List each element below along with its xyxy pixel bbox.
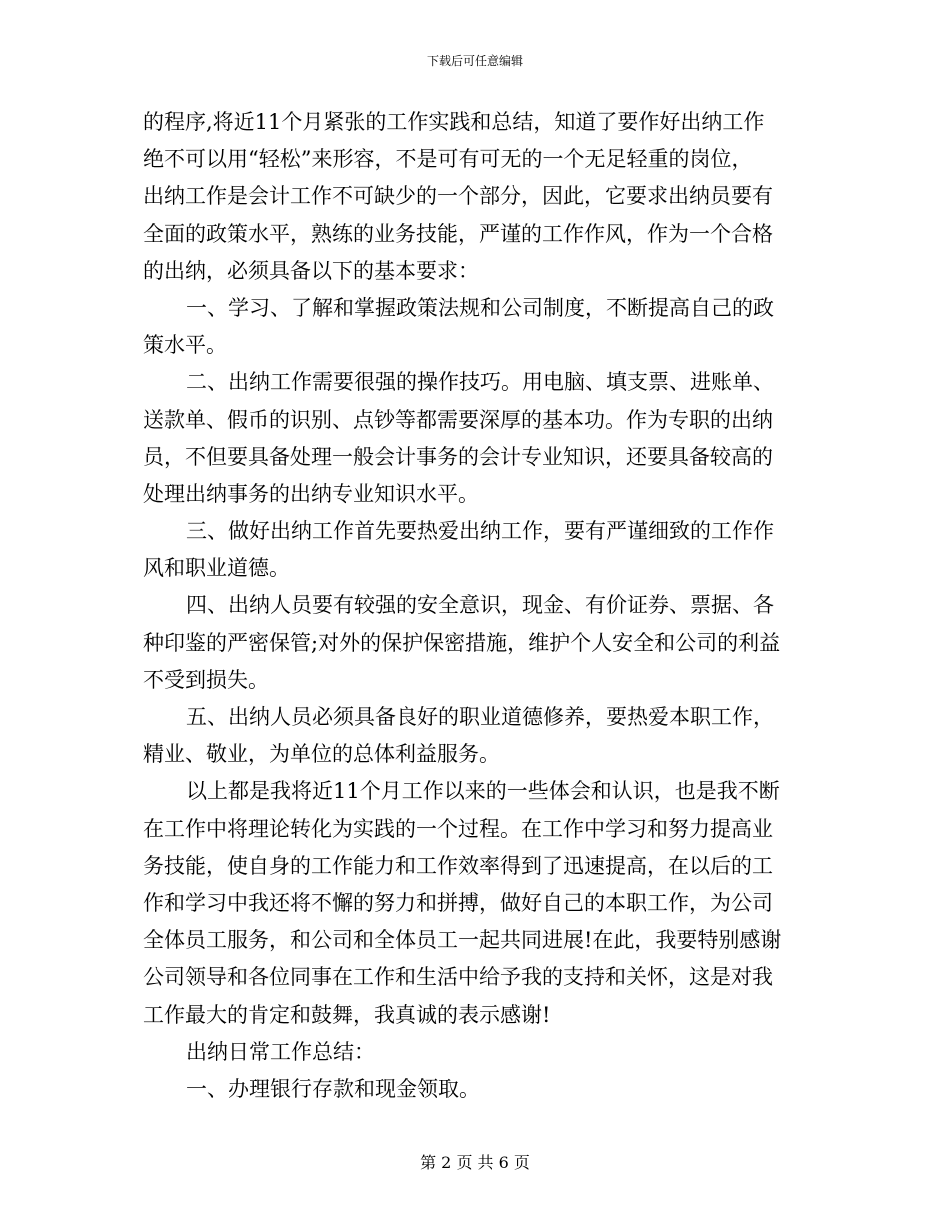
body-line: 以上都是我将近11个月工作以来的一些体会和认识，也是我不断	[186, 779, 780, 804]
body-line: 处理出纳事务的出纳专业知识水平。	[143, 481, 479, 506]
body-line: 送款单、假币的识别、点钞等都需要深厚的基本功。作为专职的出纳	[143, 407, 773, 432]
body-line: 出纳日常工作总结：	[186, 1039, 375, 1064]
body-line: 工作最大的肯定和鼓舞，我真诚的表示感谢!	[143, 1002, 551, 1027]
body-line: 精业、敬业，为单位的总体利益服务。	[143, 742, 500, 767]
body-line: 员，不但要具备处理一般会计事务的会计专业知识，还要具备较高的	[143, 444, 773, 469]
body-line: 绝不可以用“轻松”来形容，不是可有可无的一个无足轻重的岗位，	[143, 147, 753, 172]
body-line: 一、办理银行存款和现金领取。	[186, 1076, 480, 1101]
body-line: 策水平。	[143, 333, 227, 358]
body-line: 出纳工作是会计工作不可缺少的一个部分，因此，它要求出纳员要有	[143, 184, 773, 209]
body-line: 种印鉴的严密保管;对外的保护保密措施，维护个人安全和公司的利益	[143, 630, 781, 655]
body-line: 三、做好出纳工作首先要热爱出纳工作，要有严谨细致的工作作	[186, 519, 774, 544]
body-line: 作和学习中我还将不懈的努力和拼搏，做好自己的本职工作，为公司	[143, 890, 773, 915]
body-line: 的出纳，必须具备以下的基本要求：	[143, 258, 479, 283]
body-line: 公司领导和各位同事在工作和生活中给予我的支持和关怀，这是对我	[143, 965, 773, 990]
body-line: 不受到损失。	[143, 667, 269, 692]
document-body	[143, 104, 808, 1108]
page-header: 下载后可任意编辑	[426, 54, 523, 68]
page-footer: 第 2 页 共 6 页	[420, 1153, 530, 1172]
body-line: 四、出纳人员要有较强的安全意识，现金、有价证券、票据、各	[186, 593, 774, 618]
body-line: 二、出纳工作需要很强的操作技巧。用电脑、填支票、进账单、	[186, 370, 774, 395]
body-line: 全体员工服务，和公司和全体员工一起共同进展!在此，我要特别感谢	[143, 928, 782, 953]
body-line: 在工作中将理论转化为实践的一个过程。在工作中学习和努力提高业	[143, 816, 773, 841]
body-line: 五、出纳人员必须具备良好的职业道德修养，要热爱本职工作，	[186, 705, 774, 729]
body-line: 风和职业道德。	[143, 556, 290, 581]
body-line: 一、学习、了解和掌握政策法规和公司制度，不断提高自己的政	[186, 295, 774, 320]
body-line: 全面的政策水平，熟练的业务技能，严谨的工作作风，作为一个合格	[143, 221, 773, 246]
body-line: 务技能，使自身的工作能力和工作效率得到了迅速提高，在以后的工	[143, 853, 773, 878]
body-line: 的程序,将近11个月紧张的工作实践和总结，知道了要作好出纳工作	[143, 110, 765, 134]
